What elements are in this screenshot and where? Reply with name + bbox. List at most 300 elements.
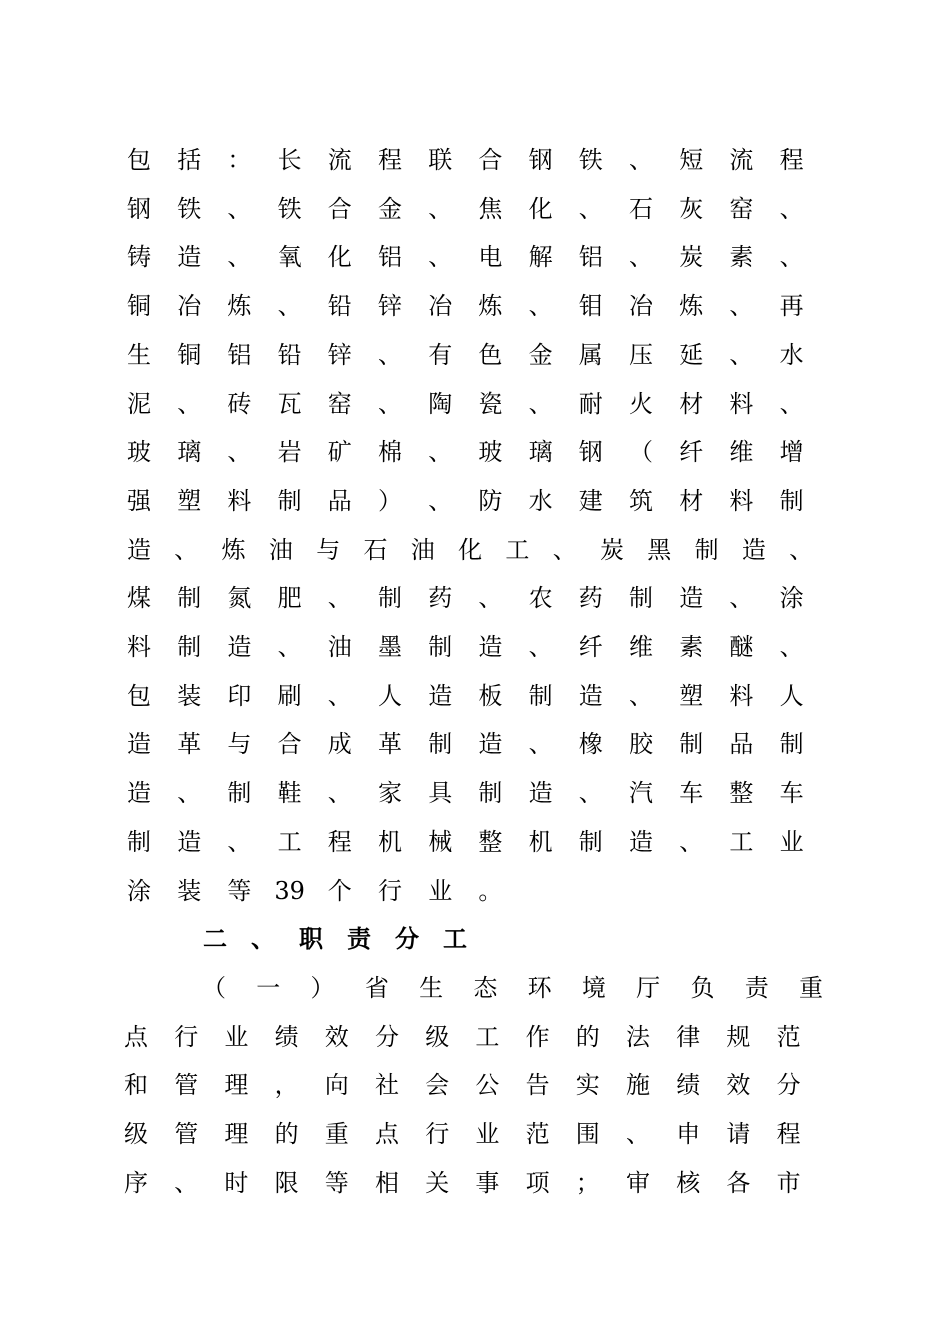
text-char: 整 <box>478 827 503 856</box>
paragraph-line <box>0 1114 950 1154</box>
text-char: 钢 <box>127 194 151 223</box>
text-char: 规 <box>726 1022 751 1051</box>
text-char: 压 <box>629 340 653 369</box>
text-char: 行 <box>425 1120 450 1148</box>
text-char: 维 <box>729 438 754 467</box>
body-line <box>0 724 950 764</box>
text-char: 装 <box>177 681 202 710</box>
text-char: 程 <box>378 146 402 174</box>
text-char: 、 <box>626 1120 650 1148</box>
text-char: 制 <box>177 633 202 661</box>
text-char: 焦 <box>478 194 503 223</box>
text-char: 水 <box>528 486 553 515</box>
body-line <box>0 773 950 813</box>
heading-char: 工 <box>443 924 467 954</box>
text-char: 、 <box>779 194 804 223</box>
text-char: 钢 <box>528 146 553 174</box>
text-char: 肥 <box>277 584 302 613</box>
text-char: 、 <box>174 535 199 564</box>
heading-char: 分 <box>395 924 419 954</box>
text-char: 流 <box>327 146 352 174</box>
text-char: 时 <box>224 1168 249 1197</box>
body-line <box>0 140 950 180</box>
text-char: 制 <box>629 584 653 613</box>
text-char: 金 <box>528 340 553 369</box>
text-char: 灰 <box>679 194 704 223</box>
text-char: 家 <box>378 779 402 808</box>
text-char: 境 <box>581 973 606 1002</box>
text-char: 品 <box>729 730 754 759</box>
text-char: 合 <box>327 194 352 223</box>
text-char: 醚 <box>729 633 754 661</box>
text-char: 铝 <box>227 340 252 369</box>
text-char: 色 <box>478 340 503 369</box>
text-char: 造 <box>629 827 653 856</box>
paragraph-line <box>0 968 950 1008</box>
text-char: 效 <box>324 1022 349 1051</box>
text-char: 油 <box>327 633 352 661</box>
text-char: 炼 <box>221 535 246 564</box>
text-char: 合 <box>277 730 302 759</box>
text-char: 维 <box>629 633 653 661</box>
section-heading <box>0 919 950 959</box>
text-char: ， <box>274 1071 299 1100</box>
text-char: 行 <box>378 876 402 905</box>
text-char: 分 <box>375 1022 399 1051</box>
text-char: 、 <box>789 535 814 564</box>
text-char: 造 <box>127 779 151 808</box>
text-char: 长 <box>277 146 302 174</box>
text-char: 、 <box>578 779 603 808</box>
text-char: 人 <box>378 681 402 710</box>
heading-char: 二 <box>203 924 227 954</box>
text-char: 药 <box>578 584 603 613</box>
body-line <box>0 286 950 326</box>
text-char: 塑 <box>177 486 202 515</box>
text-char: 制 <box>679 730 704 759</box>
text-char: 农 <box>528 584 553 613</box>
text-char: 的 <box>274 1120 299 1148</box>
text-char: 理 <box>224 1120 249 1148</box>
text-char: 墨 <box>378 633 402 661</box>
text-char: 璃 <box>177 438 202 467</box>
text-char: 社 <box>375 1071 399 1100</box>
text-char: 机 <box>528 827 553 856</box>
text-char: 造 <box>478 633 503 661</box>
text-char: 革 <box>177 730 202 759</box>
text-char: 管 <box>174 1071 199 1100</box>
text-char: 塑 <box>679 681 704 710</box>
text-char: 绩 <box>274 1022 299 1051</box>
text-char: 理 <box>224 1071 249 1100</box>
text-char: 涂 <box>779 584 804 613</box>
text-char: 化 <box>528 194 553 223</box>
text-char: 短 <box>679 146 704 174</box>
text-char: 程 <box>779 146 804 174</box>
text-char: 申 <box>676 1120 701 1148</box>
body-line <box>0 530 950 570</box>
text-char: 械 <box>428 827 453 856</box>
text-char: 流 <box>729 146 754 174</box>
text-char: 等 <box>227 876 252 905</box>
text-char: 造 <box>177 243 202 272</box>
text-char: 业 <box>224 1022 249 1051</box>
text-char: 业 <box>779 827 804 856</box>
text-char: 陶 <box>428 389 453 418</box>
text-char: 钢 <box>578 438 603 467</box>
text-char: 制 <box>478 779 503 808</box>
text-char: 态 <box>473 973 498 1002</box>
text-char: ： <box>227 146 252 174</box>
text-char: 钼 <box>578 292 603 321</box>
text-char: 石 <box>363 535 388 564</box>
text-char: 锌 <box>378 292 402 321</box>
text-char: 再 <box>779 292 804 321</box>
text-char: 制 <box>277 486 302 515</box>
text-char: 工 <box>277 827 302 856</box>
text-char: 耐 <box>578 389 603 418</box>
text-char: 、 <box>177 779 202 808</box>
text-char: 砖 <box>227 389 252 418</box>
text-char: 成 <box>327 730 352 759</box>
text-char: 造 <box>478 730 503 759</box>
text-char: 素 <box>729 243 754 272</box>
text-char: 造 <box>127 535 151 564</box>
text-char: 璃 <box>528 438 553 467</box>
text-char: 铝 <box>378 243 402 272</box>
text-char: 、 <box>327 584 352 613</box>
text-char: 事 <box>475 1168 500 1197</box>
text-char: 、 <box>528 633 553 661</box>
text-char: 核 <box>676 1168 701 1197</box>
text-char: 机 <box>378 827 402 856</box>
text-char: 造 <box>177 827 202 856</box>
text-char: 、 <box>729 292 754 321</box>
text-char: 、 <box>779 243 804 272</box>
text-char: 、 <box>779 389 804 418</box>
text-char: 炭 <box>679 243 704 272</box>
text-char: 范 <box>776 1022 801 1051</box>
text-char: 制 <box>779 486 804 515</box>
text-char: 与 <box>316 535 341 564</box>
text-char: 锌 <box>327 340 352 369</box>
text-char: 涂 <box>127 876 151 905</box>
text-char: 包 <box>127 681 151 710</box>
text-char: 环 <box>527 973 552 1002</box>
text-char: 工 <box>505 535 530 564</box>
text-char: 重 <box>324 1120 349 1148</box>
text-char: 、 <box>528 730 553 759</box>
text-char: 序 <box>124 1168 148 1197</box>
text-char: 整 <box>729 779 754 808</box>
text-char: 联 <box>428 146 453 174</box>
text-char: 玻 <box>478 438 503 467</box>
text-char: 行 <box>174 1022 199 1051</box>
text-char: 油 <box>410 535 435 564</box>
body-line <box>0 189 950 229</box>
text-char: 玻 <box>127 438 151 467</box>
text-char: 炼 <box>478 292 503 321</box>
text-char: 制 <box>694 535 719 564</box>
text-char: 制 <box>428 633 453 661</box>
text-char: 、 <box>729 584 754 613</box>
text-char: 制 <box>378 584 402 613</box>
text-char: 效 <box>726 1071 751 1100</box>
text-char: 瓦 <box>277 389 302 418</box>
text-char: 解 <box>528 243 553 272</box>
text-char: 、 <box>428 243 453 272</box>
text-char: 药 <box>428 584 453 613</box>
text-char: 合 <box>478 146 503 174</box>
text-char: 关 <box>425 1168 450 1197</box>
text-char: 印 <box>227 681 252 710</box>
text-char: 棉 <box>378 438 402 467</box>
text-char: 造 <box>428 681 453 710</box>
text-char: 铜 <box>177 340 202 369</box>
text-char: 限 <box>274 1168 299 1197</box>
text-char: 、 <box>629 146 653 174</box>
text-char: 铸 <box>127 243 151 272</box>
text-char: 造 <box>741 535 766 564</box>
text-char: ） <box>378 486 402 515</box>
text-char: 、 <box>478 584 503 613</box>
paragraph-line <box>0 1163 950 1203</box>
text-char: 项 <box>525 1168 550 1197</box>
text-char: 施 <box>626 1071 650 1100</box>
text-char: 个 <box>327 876 352 905</box>
text-char: ） <box>310 973 335 1002</box>
text-char: 、 <box>277 292 302 321</box>
text-char: 料 <box>729 681 754 710</box>
text-char: 会 <box>425 1071 450 1100</box>
text-char: 绩 <box>676 1071 701 1100</box>
text-char: 点 <box>124 1022 148 1051</box>
text-char: 刷 <box>277 681 302 710</box>
text-char: 化 <box>458 535 483 564</box>
text-char: 生 <box>419 973 444 1002</box>
text-char: 车 <box>779 779 804 808</box>
text-char: 、 <box>378 389 402 418</box>
text-char: 、 <box>428 486 453 515</box>
text-char: 生 <box>127 340 151 369</box>
text-char: 铅 <box>277 340 302 369</box>
text-char: 制 <box>528 681 553 710</box>
body-line <box>0 481 950 521</box>
text-char: 属 <box>578 340 603 369</box>
text-char: 炭 <box>600 535 624 564</box>
body-line <box>0 676 950 716</box>
text-char: 汽 <box>629 779 653 808</box>
body-line <box>0 871 950 911</box>
text-char: 油 <box>268 535 293 564</box>
text-char: 、 <box>629 681 653 710</box>
text-char: 、 <box>629 243 653 272</box>
text-char: 等 <box>324 1168 349 1197</box>
body-line <box>0 822 950 862</box>
text-char: 请 <box>726 1120 751 1148</box>
text-char: 板 <box>478 681 503 710</box>
text-char: 铁 <box>277 194 302 223</box>
text-char: 金 <box>378 194 402 223</box>
text-char: 黑 <box>647 535 672 564</box>
text-char: 人 <box>779 681 804 710</box>
text-char: 制 <box>177 584 202 613</box>
text-char: 、 <box>378 340 402 369</box>
text-char: 、 <box>428 438 453 467</box>
text-char: 延 <box>679 340 704 369</box>
text-char: 料 <box>127 633 151 661</box>
text-char: 防 <box>478 486 503 515</box>
body-line <box>0 237 950 277</box>
text-char: 包 <box>127 146 151 174</box>
text-char: 增 <box>779 438 804 467</box>
text-char: 造 <box>227 633 252 661</box>
text-char: 炼 <box>227 292 252 321</box>
text-char: 点 <box>375 1120 399 1148</box>
text-char: 制 <box>127 827 151 856</box>
heading-char: 责 <box>347 924 371 954</box>
text-char: 制 <box>227 779 252 808</box>
text-char: 责 <box>744 973 769 1002</box>
paragraph-line <box>0 1065 950 1105</box>
text-char: 围 <box>575 1120 600 1148</box>
text-char: 材 <box>679 389 704 418</box>
text-char: 、 <box>552 535 577 564</box>
text-char: 省 <box>364 973 389 1002</box>
text-char: 铁 <box>177 194 202 223</box>
text-char: 石 <box>629 194 653 223</box>
text-char: 革 <box>378 730 402 759</box>
text-char: 的 <box>575 1022 600 1051</box>
text-char: 材 <box>679 486 704 515</box>
text-char: 市 <box>776 1168 801 1197</box>
text-char: 业 <box>428 876 453 905</box>
text-char: 氮 <box>227 584 252 613</box>
text-char: ； <box>575 1168 600 1197</box>
text-char: 化 <box>327 243 352 272</box>
text-char: 向 <box>324 1071 349 1100</box>
text-char: 料 <box>729 389 754 418</box>
text-char: 、 <box>227 194 252 223</box>
text-char: 冶 <box>428 292 453 321</box>
text-char: 瓷 <box>478 389 503 418</box>
text-char: 制 <box>578 827 603 856</box>
text-char: 窑 <box>327 389 352 418</box>
text-char: 一 <box>256 973 281 1002</box>
text-char: 负 <box>690 973 715 1002</box>
body-line <box>0 384 950 424</box>
text-char: 煤 <box>127 584 151 613</box>
text-char: 实 <box>575 1071 600 1100</box>
text-char: 工 <box>729 827 754 856</box>
text-char: 、 <box>227 438 252 467</box>
text-char: 、 <box>227 827 252 856</box>
heading-char: 、 <box>251 924 275 954</box>
text-char: 级 <box>425 1022 450 1051</box>
text-char: 强 <box>127 486 151 515</box>
text-char: 建 <box>578 486 603 515</box>
text-char: 管 <box>174 1120 199 1148</box>
text-char: 、 <box>177 389 202 418</box>
text-char: 、 <box>174 1168 199 1197</box>
text-char: （ <box>629 438 653 467</box>
text-char: 法 <box>626 1022 650 1051</box>
text-char: 、 <box>227 243 252 272</box>
body-line <box>0 335 950 375</box>
text-char: 岩 <box>277 438 302 467</box>
text-char: 、 <box>578 194 603 223</box>
text-char: 铁 <box>578 146 603 174</box>
body-line <box>0 578 950 618</box>
text-char: 作 <box>525 1022 550 1051</box>
text-char: 公 <box>475 1071 500 1100</box>
text-char: 装 <box>177 876 202 905</box>
text-char: 和 <box>124 1071 148 1100</box>
text-char: 泥 <box>127 389 151 418</box>
text-char: 程 <box>776 1120 801 1148</box>
text-char: 品 <box>327 486 352 515</box>
text-char: 铅 <box>327 292 352 321</box>
text-char: 、 <box>327 681 352 710</box>
text-char: 厅 <box>636 973 661 1002</box>
text-char: 、 <box>327 779 352 808</box>
text-char: 造 <box>528 779 553 808</box>
body-line <box>0 432 950 472</box>
text-char: 工 <box>475 1022 500 1051</box>
text-char: 范 <box>525 1120 550 1148</box>
text-char: 制 <box>428 730 453 759</box>
text-char: 氧 <box>277 243 302 272</box>
text-char: （ <box>202 973 226 1002</box>
text-char: 炼 <box>679 292 704 321</box>
text-char: 、 <box>428 194 453 223</box>
text-char: 造 <box>679 584 704 613</box>
text-char: 鞋 <box>277 779 302 808</box>
text-char: 39 <box>274 876 305 905</box>
text-char: 、 <box>528 292 553 321</box>
text-char: 车 <box>679 779 704 808</box>
text-char: 造 <box>578 681 603 710</box>
text-char: 造 <box>127 730 151 759</box>
text-char: 冶 <box>177 292 202 321</box>
text-char: 相 <box>375 1168 399 1197</box>
text-char: 重 <box>799 973 823 1002</box>
text-char: 素 <box>679 633 704 661</box>
text-char: 级 <box>124 1120 148 1148</box>
text-char: 、 <box>528 389 553 418</box>
text-char: 制 <box>779 730 804 759</box>
text-char: 水 <box>779 340 804 369</box>
heading-char: 职 <box>299 924 323 954</box>
text-char: 律 <box>676 1022 701 1051</box>
text-char: 业 <box>475 1120 500 1148</box>
text-char: 纤 <box>679 438 704 467</box>
text-char: 、 <box>679 827 704 856</box>
text-char: 筑 <box>629 486 653 515</box>
text-char: 铜 <box>127 292 151 321</box>
text-char: 括 <box>177 146 202 174</box>
text-char: 电 <box>478 243 503 272</box>
text-char: 与 <box>227 730 252 759</box>
text-char: 告 <box>525 1071 550 1100</box>
text-char: 冶 <box>629 292 653 321</box>
text-char: 、 <box>779 633 804 661</box>
text-char: 橡 <box>578 730 603 759</box>
text-char: 各 <box>726 1168 751 1197</box>
text-char: 胶 <box>629 730 653 759</box>
text-char: 纤 <box>578 633 603 661</box>
text-char: 料 <box>729 486 754 515</box>
